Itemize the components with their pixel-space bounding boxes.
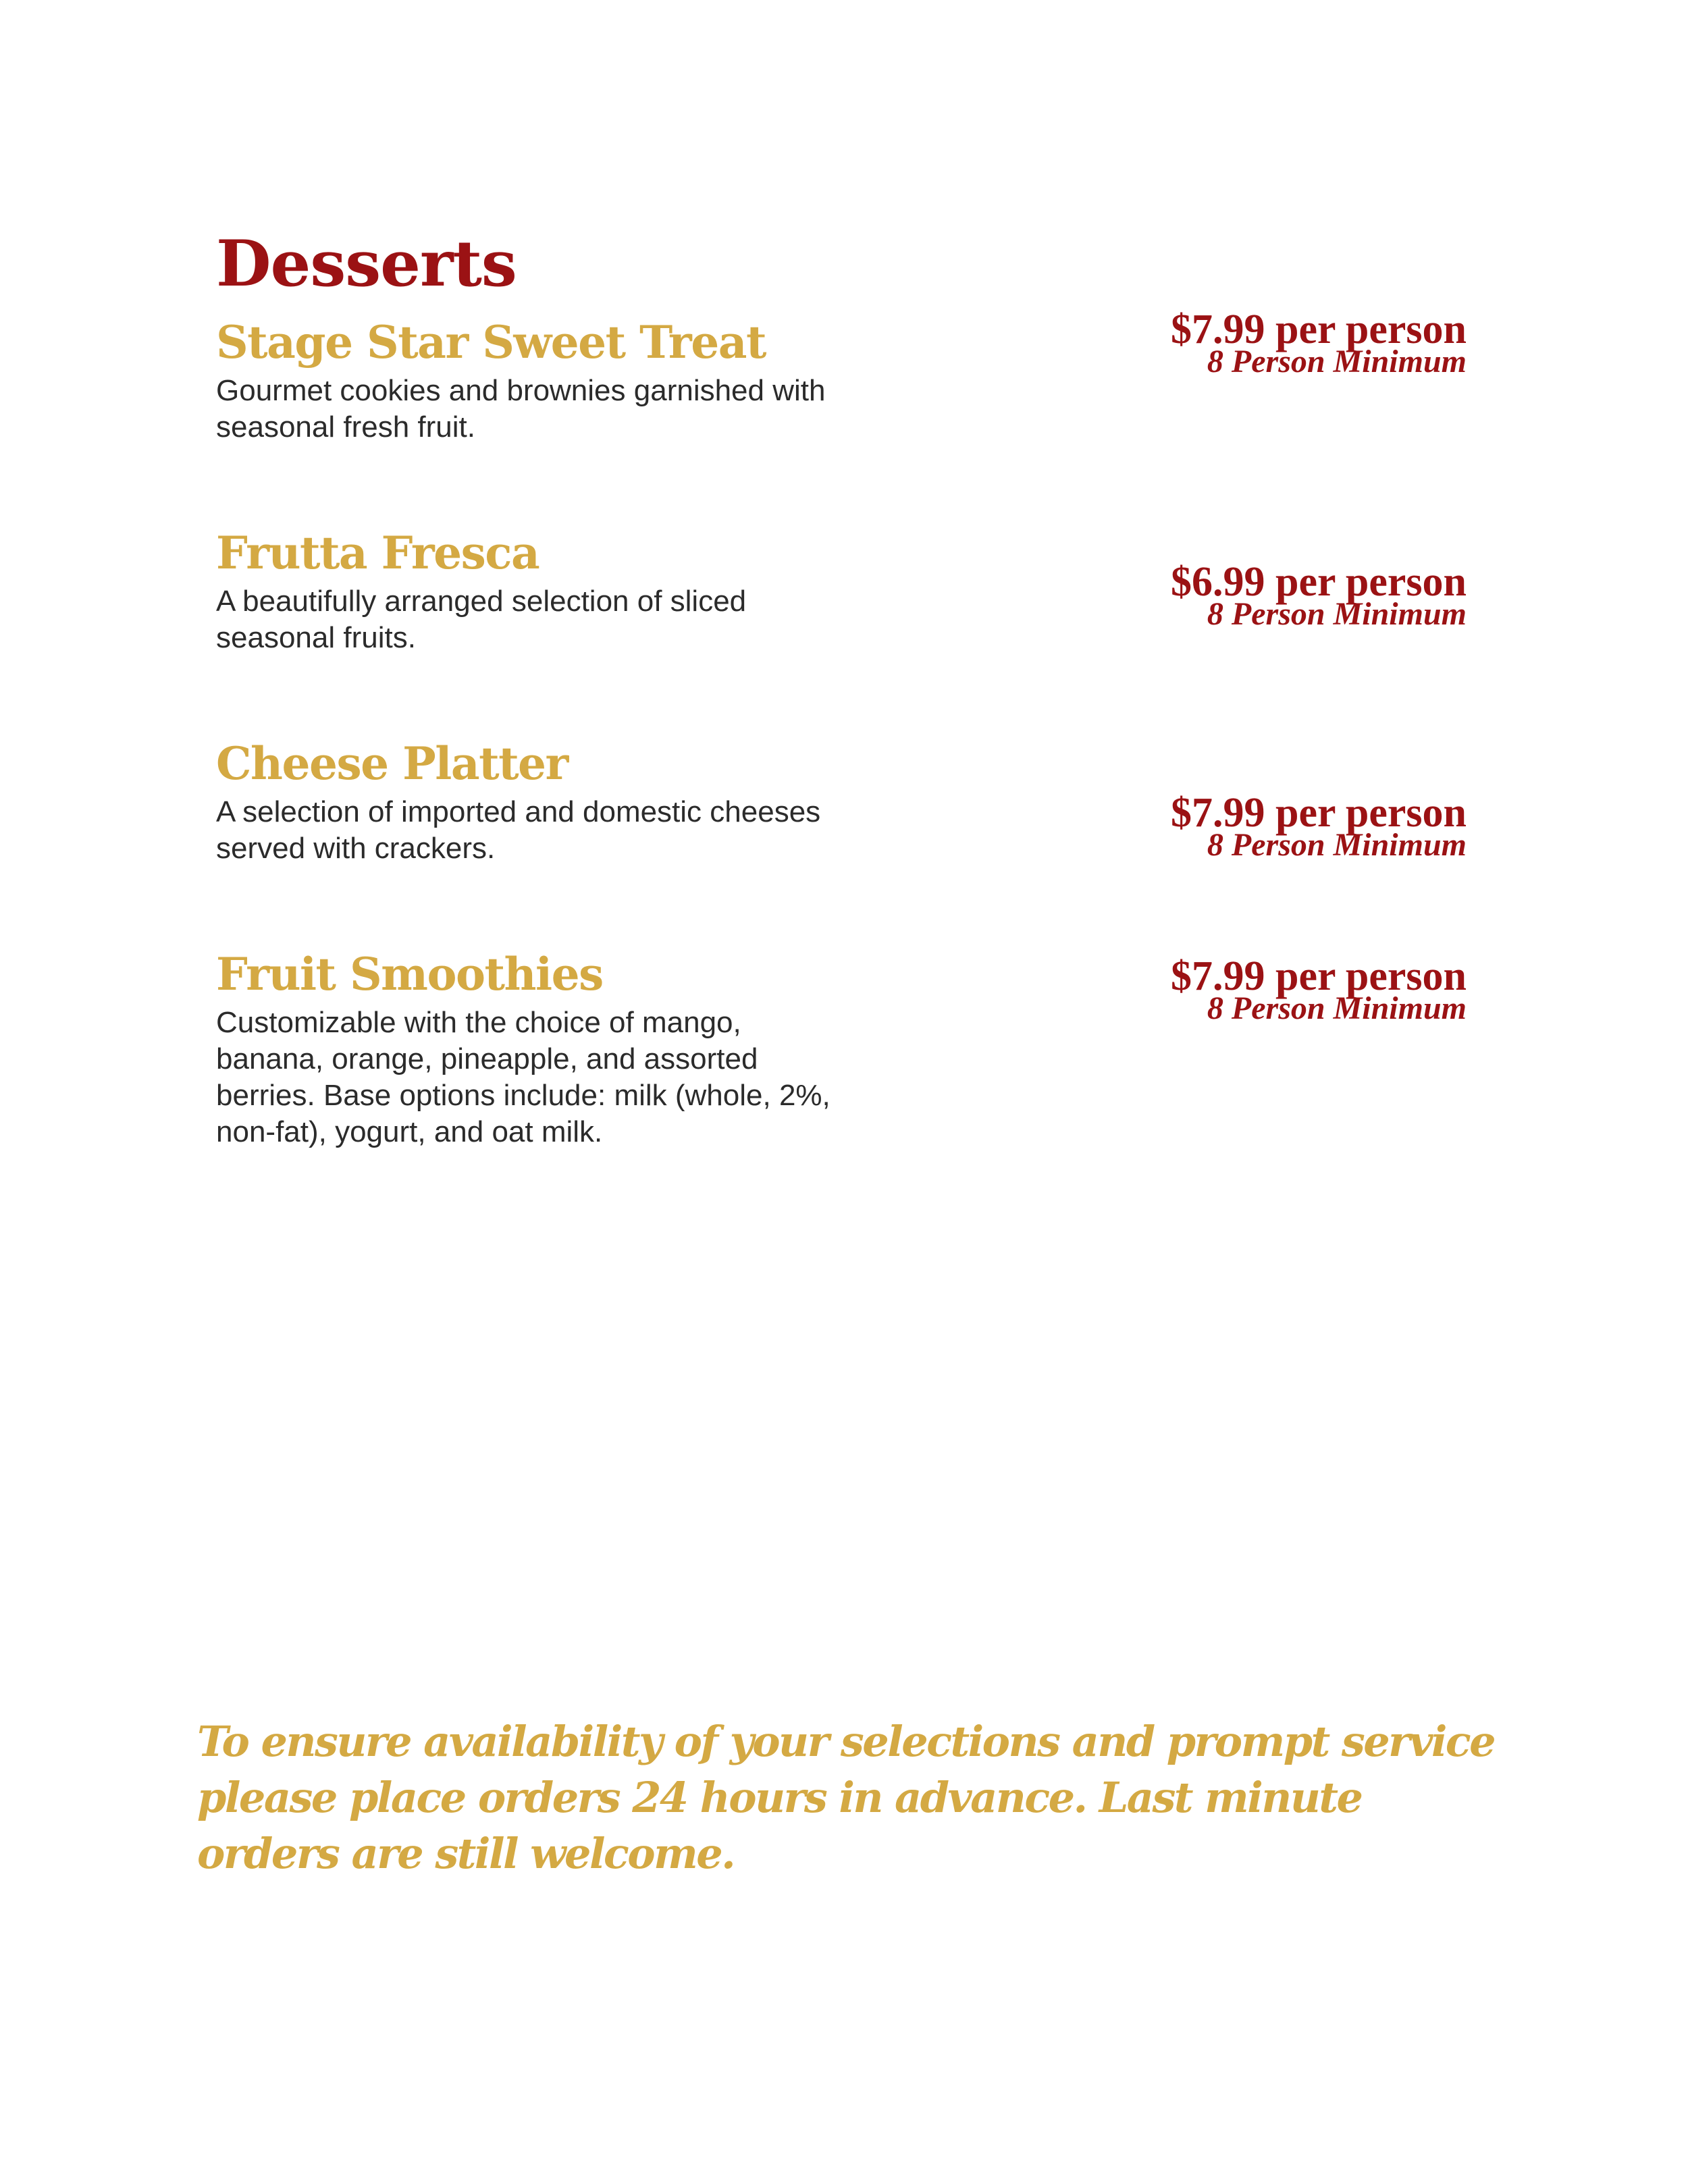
price-block-cheese-platter: [1170, 790, 1467, 863]
item-price: $7.99 per person: [1170, 790, 1467, 836]
item-price: $7.99 per person: [1170, 953, 1467, 999]
price-block-fruit-smoothies: [1170, 953, 1467, 1026]
ordering-notice: To ensure availability of your selections and prompt service please place orders 24 hours in advance. Last minute orders are still welcome.: [197, 1717, 1495, 1878]
item-minimum: 8 Person Minimum: [1207, 344, 1467, 379]
price-block-stage-star-sweet-treat: [1170, 307, 1467, 379]
item-name-cheese-platter: Cheese Platter: [216, 737, 568, 790]
item-minimum: 8 Person Minimum: [1207, 990, 1467, 1026]
item-minimum: 8 Person Minimum: [1207, 596, 1467, 632]
item-description-stage-star-sweet-treat: Gourmet cookies and brownies garnished with seasonal fresh fruit.: [216, 374, 826, 444]
item-description-frutta-fresca: A beautifully arranged selection of sliced seasonal fruits.: [216, 585, 747, 654]
section-title: Desserts: [216, 227, 517, 301]
item-price: $6.99 per person: [1170, 559, 1467, 605]
price-block-frutta-fresca: [1170, 559, 1467, 632]
item-price: $7.99 per person: [1170, 307, 1467, 352]
item-name-fruit-smoothies: Fruit Smoothies: [216, 948, 603, 1001]
item-description-fruit-smoothies: Customizable with the choice of mango, banana, orange, pineapple, and assorted berries. Base options include: milk (whole, 2%, non-fat), yogurt, and oat milk.: [216, 1006, 830, 1148]
item-minimum: 8 Person Minimum: [1207, 827, 1467, 863]
item-name-stage-star-sweet-treat: Stage Star Sweet Treat: [216, 316, 766, 369]
item-name-frutta-fresca: Frutta Fresca: [216, 527, 539, 579]
item-description-cheese-platter: A selection of imported and domestic cheeses served with crackers.: [216, 795, 821, 865]
